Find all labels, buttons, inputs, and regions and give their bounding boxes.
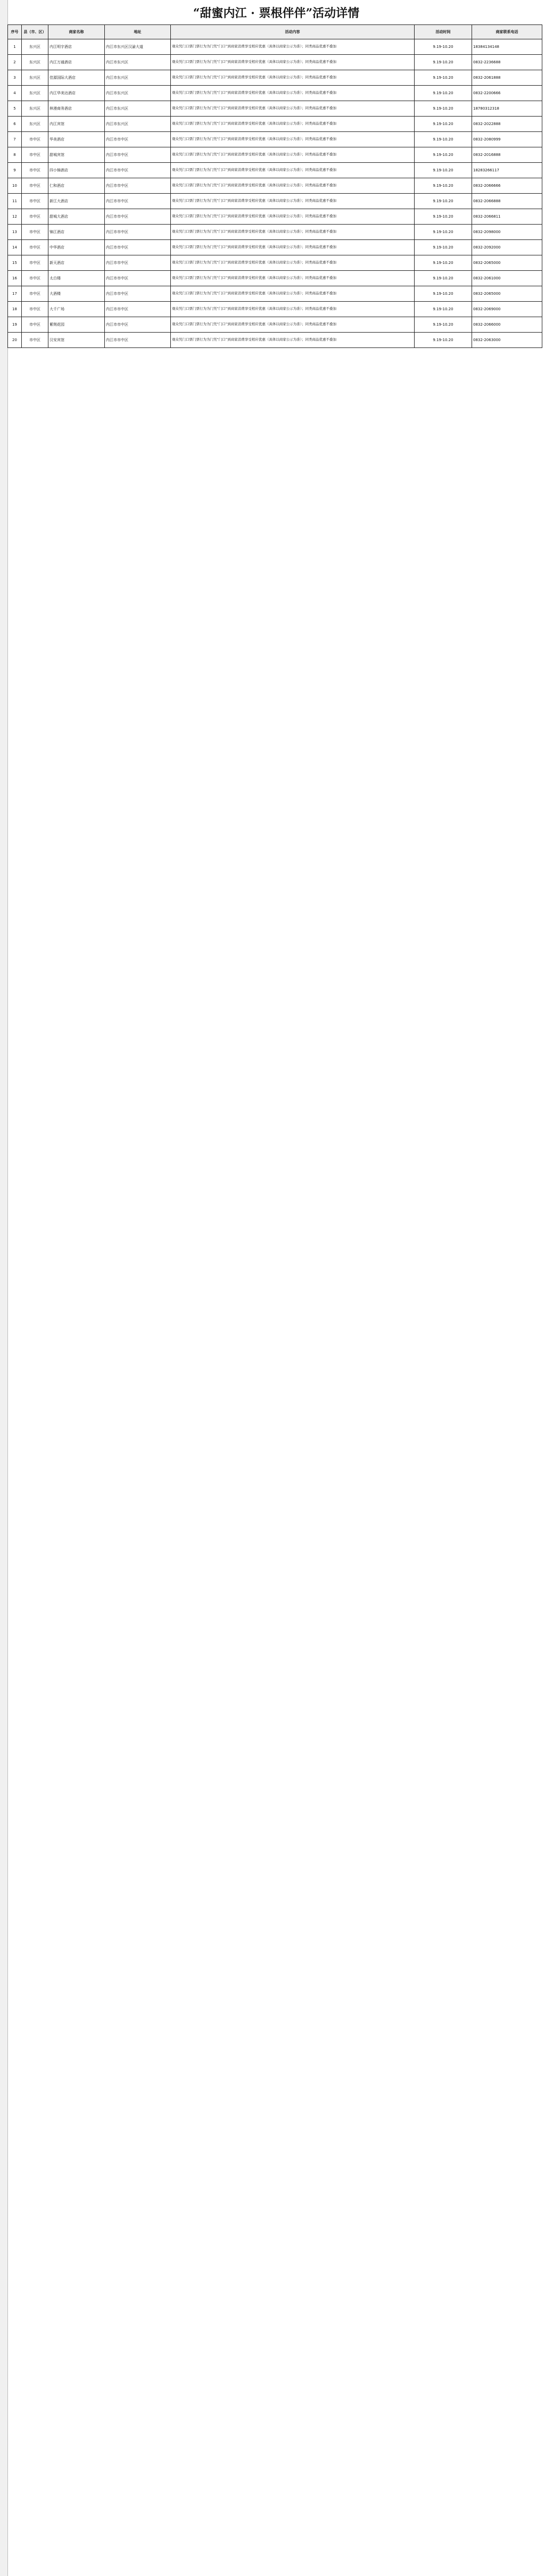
table-cell: 0832-2065000 [472,286,542,302]
table-cell: 市中区 [22,194,48,209]
table-cell: 市中区 [22,178,48,194]
table-cell: 观众凭门口票门票行为为门凭“门口”到商家消费享受相应优惠（具体以商家公示为准）；同类商品优惠不叠加 [171,225,415,240]
table-row [8,163,542,178]
table-cell: 16 [8,271,22,286]
table-cell: 内江市市中区 [105,147,171,163]
table-row [8,178,542,194]
table-cell: 四小锦酒店 [48,163,105,178]
table-cell: 17 [8,286,22,302]
table-cell: 19 [8,317,22,333]
table-cell: 0832-2061000 [472,271,542,286]
table-cell: 市中区 [22,333,48,348]
table-cell: 内江明宇酒店 [48,39,105,55]
table-row [8,209,542,225]
table-cell: 9.19-10.20 [415,147,472,163]
table-cell: 新天酒店 [48,255,105,271]
table-cell: 观众凭门口票门票行为为门凭“门口”到商家消费享受相应优惠（具体以商家公示为准）；同类商品优惠不叠加 [171,147,415,163]
column-header: 商家名称 [48,25,105,39]
table-cell: 0832-2065000 [472,255,542,271]
table-cell: 观众凭门口票门票行为为门凭“门口”到商家消费享受相应优惠（具体以商家公示为准）；同类商品优惠不叠加 [171,178,415,194]
table-row [8,39,542,55]
table-cell: 13 [8,225,22,240]
column-header: 县（市、区） [22,25,48,39]
table-cell: 0832-2063000 [472,333,542,348]
table-cell: 甜城宾馆 [48,147,105,163]
table-cell: 18780312318 [472,101,542,117]
table-row [8,271,542,286]
row-header-column [0,0,8,2576]
table-row [8,240,542,255]
table-cell: 东兴区 [22,70,48,86]
table-cell: 观众凭门口票门票行为为门凭“门口”到商家消费享受相应优惠（具体以商家公示为准）；同类商品优惠不叠加 [171,271,415,286]
table-cell: 内江市市中区 [105,209,171,225]
table-cell: 6 [8,117,22,132]
table-cell: 汉安宾馆 [48,333,105,348]
table-row [8,132,542,147]
table-cell: 紫荆花园 [48,317,105,333]
table-cell: 内江市东兴区汉渝大道 [105,39,171,55]
table-cell: 内江市市中区 [105,240,171,255]
table-row [8,70,542,86]
table-cell: 内江市市中区 [105,255,171,271]
table-cell: 内江市市中区 [105,178,171,194]
table-cell: 内江市市中区 [105,333,171,348]
table-cell: 0832-2022888 [472,117,542,132]
table-wrapper [7,24,542,348]
table-cell: 市中区 [22,240,48,255]
page-title: “甜蜜内江 · 票根伴伴”活动详情 [193,6,360,20]
table-cell: 市中区 [22,163,48,178]
table-cell: 内江市市中区 [105,132,171,147]
table-cell: 11 [8,194,22,209]
table-cell: 市中区 [22,271,48,286]
table-cell: 20 [8,333,22,348]
table-cell: 18 [8,302,22,317]
table-cell: 9.19-10.20 [415,255,472,271]
table-cell: 内江市市中区 [105,225,171,240]
activity-table [7,24,542,348]
table-cell: 观众凭门口票门票行为为门凭“门口”到商家消费享受相应优惠（具体以商家公示为准）；同类商品优惠不叠加 [171,39,415,55]
table-cell: 0832-2016888 [472,147,542,163]
table-cell: 2 [8,55,22,70]
table-cell: 东兴区 [22,117,48,132]
table-cell: 观众凭门口票门票行为为门凭“门口”到商家消费享受相应优惠（具体以商家公示为准）；同类商品优惠不叠加 [171,70,415,86]
table-cell: 太白楼 [48,271,105,286]
table-cell: 甜城大酒店 [48,209,105,225]
table-cell: 9.19-10.20 [415,209,472,225]
table-cell: 市中区 [22,317,48,333]
table-cell: 锦江酒店 [48,225,105,240]
table-cell: 观众凭门口票门票行为为门凭“门口”到商家消费享受相应优惠（具体以商家公示为准）；同类商品优惠不叠加 [171,302,415,317]
table-row [8,302,542,317]
table-cell: 9.19-10.20 [415,55,472,70]
table-cell: 市中区 [22,209,48,225]
table-cell: 内江市市中区 [105,302,171,317]
table-cell: 内江市市中区 [105,194,171,209]
table-cell: 9.19-10.20 [415,225,472,240]
table-cell: 内江宾馆 [48,117,105,132]
table-row [8,255,542,271]
table-cell: 东兴区 [22,55,48,70]
table-cell: 内江市东兴区 [105,86,171,101]
table-cell: 观众凭门口票门票行为为门凭“门口”到商家消费享受相应优惠（具体以商家公示为准）；同类商品优惠不叠加 [171,132,415,147]
table-row [8,317,542,333]
table-cell: 0832-2061888 [472,70,542,86]
table-cell: 内江华美达酒店 [48,86,105,101]
table-cell: 市中区 [22,286,48,302]
table-row [8,147,542,163]
table-cell: 市中区 [22,225,48,240]
table-cell: 市中区 [22,147,48,163]
table-cell: 0832-2080999 [472,132,542,147]
table-cell: 新江大酒店 [48,194,105,209]
table-cell: 观众凭门口票门票行为为门凭“门口”到商家消费享受相应优惠（具体以商家公示为准）；同类商品优惠不叠加 [171,117,415,132]
table-cell: 3 [8,70,22,86]
table-cell: 0832-2236688 [472,55,542,70]
table-cell: 观众凭门口票门票行为为门凭“门口”到商家消费享受相应优惠（具体以商家公示为准）；同类商品优惠不叠加 [171,55,415,70]
table-cell: 观众凭门口票门票行为为门凭“门口”到商家消费享受相应优惠（具体以商家公示为准）；同类商品优惠不叠加 [171,333,415,348]
table-cell: 中华酒店 [48,240,105,255]
table-cell: 东兴区 [22,86,48,101]
table-row [8,86,542,101]
table-cell: 0832-2066000 [472,317,542,333]
header-row [8,25,542,39]
table-row [8,101,542,117]
table-cell: 林漫商务酒店 [48,101,105,117]
table-cell: 15 [8,255,22,271]
table-cell: 0832-2066888 [472,194,542,209]
table-cell: 内江万通酒店 [48,55,105,70]
table-cell: 8 [8,147,22,163]
table-cell: 市中区 [22,132,48,147]
table-cell: 内江市市中区 [105,317,171,333]
table-cell: 9.19-10.20 [415,39,472,55]
table-cell: 内江市市中区 [105,286,171,302]
table-cell: 内江市东兴区 [105,55,171,70]
table-cell: 14 [8,240,22,255]
table-cell: 市中区 [22,302,48,317]
table-cell: 9.19-10.20 [415,132,472,147]
table-cell: 5 [8,101,22,117]
column-header: 商家联系电话 [472,25,542,39]
table-cell: 9.19-10.20 [415,86,472,101]
table-cell: 9.19-10.20 [415,333,472,348]
table-cell: 0832-2098000 [472,225,542,240]
table-row [8,286,542,302]
table-row [8,194,542,209]
table-row [8,225,542,240]
table-cell: 观众凭门口票门票行为为门凭“门口”到商家消费享受相应优惠（具体以商家公示为准）；同类商品优惠不叠加 [171,163,415,178]
table-cell: 7 [8,132,22,147]
table-cell: 0832-2092000 [472,240,542,255]
table-cell: 观众凭门口票门票行为为门凭“门口”到商家消费享受相应优惠（具体以商家公示为准）；同类商品优惠不叠加 [171,209,415,225]
table-cell: 内江市东兴区 [105,101,171,117]
table-cell: 市中区 [22,255,48,271]
table-row [8,117,542,132]
column-header: 活动内容 [171,25,415,39]
table-cell: 0832-2069000 [472,302,542,317]
table-cell: 9.19-10.20 [415,163,472,178]
table-cell: 0832-2066811 [472,209,542,225]
table-cell: 18384134148 [472,39,542,55]
table-cell: 观众凭门口票门票行为为门凭“门口”到商家消费享受相应优惠（具体以商家公示为准）；同类商品优惠不叠加 [171,286,415,302]
table-cell: 18283266117 [472,163,542,178]
table-cell: 观众凭门口票门票行为为门凭“门口”到商家消费享受相应优惠（具体以商家公示为准）；同类商品优惠不叠加 [171,101,415,117]
table-cell: 9.19-10.20 [415,286,472,302]
table-cell: 佳源国际大酒店 [48,70,105,86]
table-cell: 9.19-10.20 [415,194,472,209]
table-cell: 12 [8,209,22,225]
table-cell: 仁和酒店 [48,178,105,194]
table-cell: 大千广场 [48,302,105,317]
table-cell: 华美酒店 [48,132,105,147]
table-cell: 大酒楼 [48,286,105,302]
table-cell: 内江市市中区 [105,163,171,178]
column-header: 序号 [8,25,22,39]
table-row [8,333,542,348]
table-cell: 观众凭门口票门票行为为门凭“门口”到商家消费享受相应优惠（具体以商家公示为准）；同类商品优惠不叠加 [171,317,415,333]
table-cell: 观众凭门口票门票行为为门凭“门口”到商家消费享受相应优惠（具体以商家公示为准）；同类商品优惠不叠加 [171,255,415,271]
table-cell: 0832-2200666 [472,86,542,101]
table-cell: 9 [8,163,22,178]
table-cell: 9.19-10.20 [415,178,472,194]
table-cell: 内江市东兴区 [105,70,171,86]
table-cell: 9.19-10.20 [415,317,472,333]
table-cell: 观众凭门口票门票行为为门凭“门口”到商家消费享受相应优惠（具体以商家公示为准）；同类商品优惠不叠加 [171,194,415,209]
table-cell: 9.19-10.20 [415,70,472,86]
table-cell: 观众凭门口票门票行为为门凭“门口”到商家消费享受相应优惠（具体以商家公示为准）；同类商品优惠不叠加 [171,86,415,101]
table-cell: 4 [8,86,22,101]
table-cell: 内江市东兴区 [105,117,171,132]
table-row [8,55,542,70]
table-cell: 0832-2066666 [472,178,542,194]
table-cell: 9.19-10.20 [415,271,472,286]
table-cell: 9.19-10.20 [415,240,472,255]
table-cell: 9.19-10.20 [415,117,472,132]
column-header: 地址 [105,25,171,39]
table-cell: 10 [8,178,22,194]
table-cell: 东兴区 [22,101,48,117]
table-cell: 观众凭门口票门票行为为门凭“门口”到商家消费享受相应优惠（具体以商家公示为准）；同类商品优惠不叠加 [171,240,415,255]
table-cell: 1 [8,39,22,55]
table-cell: 东兴区 [22,39,48,55]
table-cell: 9.19-10.20 [415,302,472,317]
column-header: 活动时间 [415,25,472,39]
table-cell: 9.19-10.20 [415,101,472,117]
table-cell: 内江市市中区 [105,271,171,286]
